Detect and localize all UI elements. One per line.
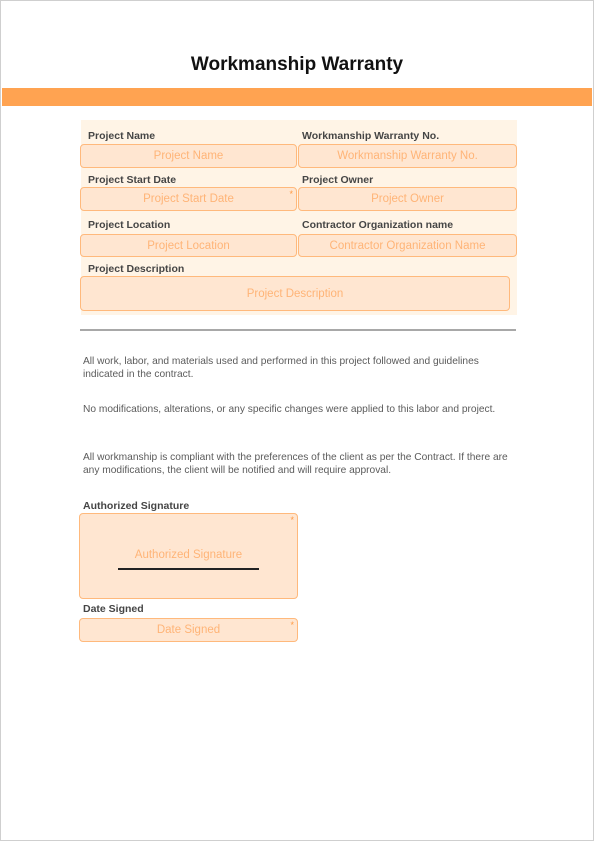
project-location-placeholder: Project Location: [147, 239, 230, 252]
required-asterisk: *: [289, 189, 293, 199]
project-owner-placeholder: Project Owner: [371, 193, 444, 205]
page-title: Workmanship Warranty: [190, 54, 404, 75]
project-name-field[interactable]: [80, 144, 297, 168]
start-date-label: Project Start Date: [88, 174, 177, 186]
start-date-placeholder: Project Start Date: [143, 193, 234, 205]
project-owner-label: Project Owner: [302, 174, 374, 186]
date-signed-placeholder: Date Signed: [156, 624, 221, 636]
project-name-placeholder: Project Name: [153, 150, 224, 162]
paragraph-compliance: All workmanship is compliant with the preferences of the client as per the Contract. If there are any modifications, the client will be notified and will require approval.: [83, 452, 508, 476]
start-date-field[interactable]: [80, 187, 297, 211]
signature-label: Authorized Signature: [83, 500, 190, 512]
paragraph-modifications: No modifications, alterations, or any specific changes were applied to this labor and project.: [83, 404, 496, 415]
warranty-no-label: Workmanship Warranty No.: [302, 130, 440, 142]
project-details-section: [81, 120, 517, 315]
project-description-label: Project Description: [88, 263, 185, 275]
authorized-signature-placeholder: Authorized Signature: [134, 549, 243, 561]
contractor-field[interactable]: [298, 234, 517, 257]
required-asterisk: *: [290, 515, 294, 525]
date-signed-field[interactable]: [79, 618, 298, 642]
project-description-placeholder: Project Description: [246, 287, 344, 300]
project-location-field[interactable]: [80, 234, 297, 257]
warranty-no-placeholder: Workmanship Warranty No.: [337, 150, 478, 162]
authorized-signature-field[interactable]: [79, 513, 298, 599]
signature-line: [118, 568, 259, 570]
header-accent-bar: [2, 88, 592, 106]
project-name-label: Project Name: [88, 130, 156, 142]
project-location-label: Project Location: [88, 219, 171, 231]
contractor-label: Contractor Organization name: [302, 219, 454, 231]
required-asterisk: *: [290, 620, 294, 630]
project-owner-field[interactable]: [298, 187, 517, 211]
paragraph-materials: All work, labor, and materials used and performed in this project followed and guidelines indicated in the contract.: [83, 356, 479, 380]
section-divider: [80, 329, 516, 331]
project-description-field[interactable]: [80, 276, 510, 311]
contractor-placeholder: Contractor Organization Name: [329, 239, 486, 252]
warranty-no-field[interactable]: [298, 144, 517, 168]
date-signed-label: Date Signed: [83, 603, 144, 615]
